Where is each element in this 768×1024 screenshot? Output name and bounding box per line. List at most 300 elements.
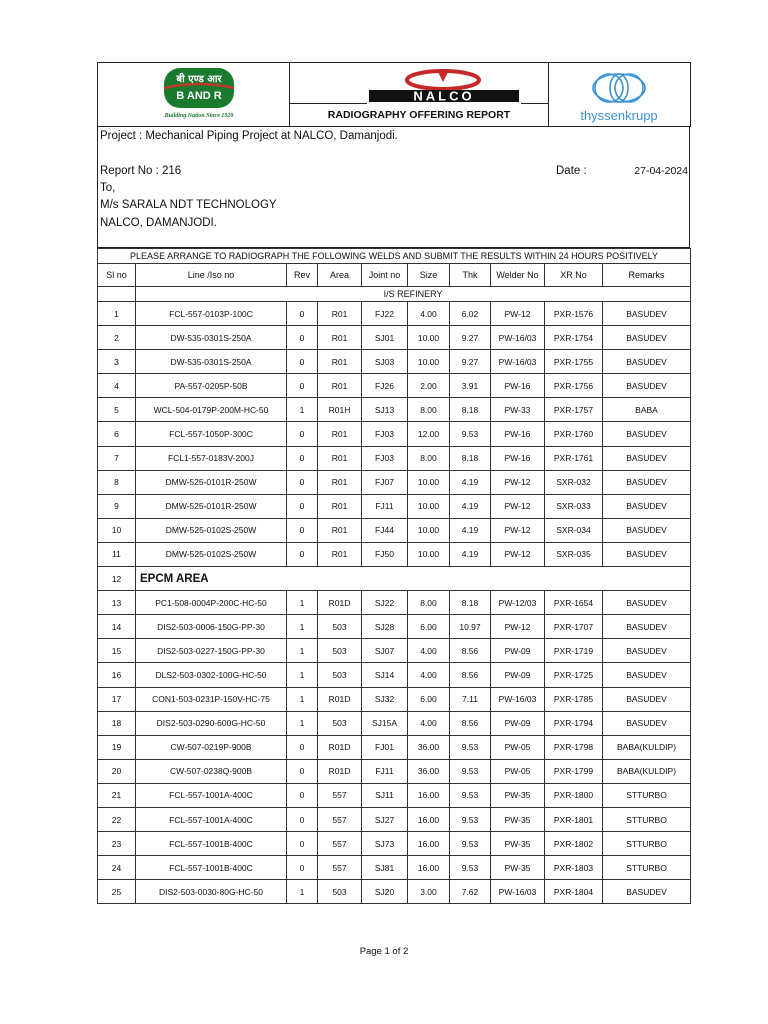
- cell-remarks: BABA(KULDIP): [603, 759, 691, 783]
- bandr-logo-text: B AND R: [176, 90, 222, 102]
- cell-area: R01: [318, 302, 362, 326]
- cell-area: R01D: [318, 687, 362, 711]
- cell-sl-no: 15: [98, 639, 136, 663]
- col-header-welder-no: Welder No: [491, 264, 545, 287]
- cell-line-iso-no: FCL-557-1001B-400C: [136, 832, 287, 856]
- cell-xr-no: PXR-1756: [545, 374, 603, 398]
- cell-rev: 1: [287, 615, 318, 639]
- cell-rev: 0: [287, 807, 318, 831]
- col-header-xr-no: XR No: [545, 264, 603, 287]
- cell-size: 16.00: [408, 832, 450, 856]
- info-block: [97, 127, 690, 248]
- cell-welder-no: PW-16/03: [491, 687, 545, 711]
- table-row: [98, 639, 691, 663]
- bandr-tagline: Building Nation Since 1920: [164, 113, 234, 119]
- cell-remarks: BASUDEV: [603, 302, 691, 326]
- cell-rev: 1: [287, 880, 318, 904]
- cell-size: 4.00: [408, 302, 450, 326]
- cell-size: 16.00: [408, 807, 450, 831]
- cell-remarks: BASUDEV: [603, 350, 691, 374]
- cell-joint-no: SJ32: [362, 687, 408, 711]
- cell-sl-no: 4: [98, 374, 136, 398]
- cell-xr-no: PXR-1757: [545, 398, 603, 422]
- table-row: [98, 735, 691, 759]
- cell-xr-no: PXR-1801: [545, 807, 603, 831]
- cell-welder-no: PW-35: [491, 783, 545, 807]
- cell-size: 6.00: [408, 615, 450, 639]
- cell-line-iso-no: FCL-557-1001B-400C: [136, 856, 287, 880]
- welds-table: [97, 248, 691, 904]
- cell-line-iso-no: FCL-557-1001A-400C: [136, 807, 287, 831]
- cell-thk: 9.53: [450, 807, 491, 831]
- bandr-logo: [160, 66, 238, 120]
- cell-line-iso-no: CON1-503-0231P-150V-HC-75: [136, 687, 287, 711]
- cell-rev: 0: [287, 302, 318, 326]
- cell-welder-no: PW-35: [491, 856, 545, 880]
- cell-sl-no: 5: [98, 398, 136, 422]
- cell-rev: 0: [287, 374, 318, 398]
- report-title: RADIOGRAPHY OFFERING REPORT: [290, 104, 549, 127]
- cell-thk: 9.27: [450, 326, 491, 350]
- table-row: [98, 880, 691, 904]
- cell-sl-no: 22: [98, 807, 136, 831]
- cell-rev: 1: [287, 711, 318, 735]
- cell-joint-no: FJ11: [362, 759, 408, 783]
- cell-xr-no: SXR-033: [545, 494, 603, 518]
- cell-rev: 0: [287, 326, 318, 350]
- cell-area: 503: [318, 615, 362, 639]
- cell-remarks: STTURBO: [603, 783, 691, 807]
- table-row: [98, 759, 691, 783]
- cell-rev: 0: [287, 518, 318, 542]
- cell-welder-no: PW-09: [491, 711, 545, 735]
- cell-thk: 3.91: [450, 374, 491, 398]
- cell-joint-no: FJ50: [362, 542, 408, 566]
- cell-rev: 0: [287, 470, 318, 494]
- cell-rev: 1: [287, 663, 318, 687]
- cell-welder-no: PW-12: [491, 494, 545, 518]
- cell-sl-no: 7: [98, 446, 136, 470]
- cell-size: 3.00: [408, 880, 450, 904]
- cell-area: R01D: [318, 735, 362, 759]
- cell-rev: 1: [287, 398, 318, 422]
- notice-text: PLEASE ARRANGE TO RADIOGRAPH THE FOLLOWING WELDS AND SUBMIT THE RESULTS WITHIN 24 HOURS POSITIVELY: [98, 249, 691, 264]
- cell-line-iso-no: DIS2-503-0290-600G-HC-50: [136, 711, 287, 735]
- cell-remarks: STTURBO: [603, 807, 691, 831]
- cell-sl-no: 11: [98, 542, 136, 566]
- cell-thk: 4.19: [450, 494, 491, 518]
- cell-joint-no: FJ03: [362, 422, 408, 446]
- col-header-thk: Thk: [450, 264, 491, 287]
- section-title-epcm: EPCM AREA: [136, 567, 691, 591]
- cell-sl-no: 17: [98, 687, 136, 711]
- cell-size: 10.00: [408, 350, 450, 374]
- cell-thk: 6.02: [450, 302, 491, 326]
- cell-remarks: BASUDEV: [603, 494, 691, 518]
- cell-area: R01H: [318, 398, 362, 422]
- cell-remarks: BASUDEV: [603, 711, 691, 735]
- cell-size: 10.00: [408, 542, 450, 566]
- cell-size: 10.00: [408, 326, 450, 350]
- cell-thk: 8.18: [450, 591, 491, 615]
- cell-remarks: STTURBO: [603, 856, 691, 880]
- cell-joint-no: FJ03: [362, 446, 408, 470]
- cell-joint-no: SJ13: [362, 398, 408, 422]
- cell-xr-no: PXR-1802: [545, 832, 603, 856]
- bandr-hindi-text: बी एण्ड आर: [176, 74, 222, 85]
- table-row: [98, 663, 691, 687]
- cell-size: 10.00: [408, 494, 450, 518]
- table-row: [98, 398, 691, 422]
- col-header-rev: Rev: [287, 264, 318, 287]
- thyssenkrupp-logo: [556, 68, 682, 124]
- col-header-remarks: Remarks: [603, 264, 691, 287]
- cell-remarks: BASUDEV: [603, 591, 691, 615]
- cell-xr-no: PXR-1754: [545, 326, 603, 350]
- cell-rev: 0: [287, 759, 318, 783]
- cell-thk: 9.27: [450, 350, 491, 374]
- cell-rev: 0: [287, 735, 318, 759]
- cell-thk: 9.53: [450, 783, 491, 807]
- cell-size: 8.00: [408, 446, 450, 470]
- cell-joint-no: SJ27: [362, 807, 408, 831]
- cell-xr-no: PXR-1804: [545, 880, 603, 904]
- cell-joint-no: SJ01: [362, 326, 408, 350]
- date-value: 27-04-2024: [634, 165, 688, 177]
- cell-joint-no: SJ14: [362, 663, 408, 687]
- cell-welder-no: PW-12: [491, 470, 545, 494]
- cell-remarks: BASUDEV: [603, 687, 691, 711]
- project-line: Project : Mechanical Piping Project at NALCO, Damanjodi.: [100, 130, 398, 142]
- cell-size: 16.00: [408, 783, 450, 807]
- cell-welder-no: PW-12: [491, 518, 545, 542]
- cell-welder-no: PW-05: [491, 735, 545, 759]
- cell-joint-no: FJ01: [362, 735, 408, 759]
- table-row: [98, 856, 691, 880]
- cell-remarks: BASUDEV: [603, 663, 691, 687]
- cell-thk: 9.53: [450, 735, 491, 759]
- cell-size: 10.00: [408, 470, 450, 494]
- cell-xr-no: PXR-1800: [545, 783, 603, 807]
- cell-xr-no: PXR-1799: [545, 759, 603, 783]
- cell-sl-no: 14: [98, 615, 136, 639]
- cell-line-iso-no: CW-507-0238Q-900B: [136, 759, 287, 783]
- address: NALCO, DAMANJODI.: [100, 217, 217, 229]
- cell-remarks: BASUDEV: [603, 880, 691, 904]
- cell-joint-no: SJ07: [362, 639, 408, 663]
- cell-remarks: BASUDEV: [603, 470, 691, 494]
- thyssenkrupp-text: thyssenkrupp: [580, 108, 658, 123]
- cell-sl-no: 9: [98, 494, 136, 518]
- cell-area: 503: [318, 663, 362, 687]
- cell-line-iso-no: CW-507-0219P-900B: [136, 735, 287, 759]
- cell-thk: 8.56: [450, 663, 491, 687]
- cell-line-iso-no: DW-535-0301S-250A: [136, 350, 287, 374]
- cell-thk: 8.56: [450, 639, 491, 663]
- cell-area: 557: [318, 783, 362, 807]
- cell-welder-no: PW-12: [491, 302, 545, 326]
- cell-area: R01: [318, 518, 362, 542]
- table-row: [98, 374, 691, 398]
- cell-area: R01: [318, 326, 362, 350]
- cell-sl-no: 6: [98, 422, 136, 446]
- cell-thk: 4.19: [450, 470, 491, 494]
- cell-size: 8.00: [408, 398, 450, 422]
- cell-remarks: BASUDEV: [603, 518, 691, 542]
- cell-area: R01: [318, 470, 362, 494]
- cell-xr-no: PXR-1707: [545, 615, 603, 639]
- section-number: 12: [98, 567, 136, 591]
- cell-area: R01: [318, 422, 362, 446]
- cell-line-iso-no: DIS2-503-0030-80G-HC-50: [136, 880, 287, 904]
- cell-thk: 7.11: [450, 687, 491, 711]
- cell-area: 557: [318, 832, 362, 856]
- cell-line-iso-no: FCL-557-1050P-300C: [136, 422, 287, 446]
- cell-sl-no: 18: [98, 711, 136, 735]
- cell-line-iso-no: PC1-508-0004P-200C-HC-50: [136, 591, 287, 615]
- cell-thk: 8.18: [450, 446, 491, 470]
- cell-area: R01: [318, 446, 362, 470]
- cell-sl-no: 24: [98, 856, 136, 880]
- cell-joint-no: FJ07: [362, 470, 408, 494]
- table-row: [98, 615, 691, 639]
- table-row: [98, 494, 691, 518]
- cell-remarks: BASUDEV: [603, 639, 691, 663]
- cell-remarks: BABA: [603, 398, 691, 422]
- cell-rev: 1: [287, 639, 318, 663]
- cell-sl-no: 13: [98, 591, 136, 615]
- cell-line-iso-no: DMW-525-0101R-250W: [136, 470, 287, 494]
- cell-size: 10.00: [408, 518, 450, 542]
- page-footer: Page 1 of 2: [359, 946, 409, 957]
- nalco-logo-text: NALCO: [413, 88, 475, 104]
- cell-thk: 9.53: [450, 832, 491, 856]
- cell-welder-no: PW-16: [491, 374, 545, 398]
- cell-area: R01: [318, 350, 362, 374]
- cell-size: 6.00: [408, 687, 450, 711]
- addressee: M/s SARALA NDT TECHNOLOGY: [100, 199, 277, 211]
- cell-joint-no: SJ73: [362, 832, 408, 856]
- cell-area: R01: [318, 542, 362, 566]
- cell-size: 4.00: [408, 639, 450, 663]
- cell-xr-no: PXR-1725: [545, 663, 603, 687]
- cell-area: 503: [318, 711, 362, 735]
- cell-thk: 9.53: [450, 759, 491, 783]
- cell-sl-no: 3: [98, 350, 136, 374]
- cell-area: 557: [318, 856, 362, 880]
- cell-joint-no: FJ11: [362, 494, 408, 518]
- cell-welder-no: PW-16/03: [491, 880, 545, 904]
- cell-area: 557: [318, 807, 362, 831]
- table-row: [98, 470, 691, 494]
- section-title-refinery: I/S REFINERY: [136, 287, 691, 302]
- cell-sl-no: 25: [98, 880, 136, 904]
- cell-welder-no: PW-35: [491, 832, 545, 856]
- cell-welder-no: PW-16/03: [491, 350, 545, 374]
- col-header-joint-no: Joint no: [362, 264, 408, 287]
- cell-rev: 0: [287, 422, 318, 446]
- cell-joint-no: SJ81: [362, 856, 408, 880]
- cell-area: R01: [318, 374, 362, 398]
- date-label: Date :: [556, 165, 587, 177]
- cell-line-iso-no: DMW-525-0101R-250W: [136, 494, 287, 518]
- cell-remarks: STTURBO: [603, 832, 691, 856]
- cell-joint-no: SJ03: [362, 350, 408, 374]
- cell-rev: 0: [287, 783, 318, 807]
- report-sheet: [97, 62, 690, 904]
- cell-rev: 1: [287, 687, 318, 711]
- cell-thk: 7.62: [450, 880, 491, 904]
- cell-rev: 0: [287, 542, 318, 566]
- cell-joint-no: SJ11: [362, 783, 408, 807]
- cell-welder-no: PW-35: [491, 807, 545, 831]
- table-row: [98, 422, 691, 446]
- cell-size: 4.00: [408, 711, 450, 735]
- cell-rev: 0: [287, 350, 318, 374]
- cell-welder-no: PW-05: [491, 759, 545, 783]
- cell-remarks: BASUDEV: [603, 326, 691, 350]
- cell-sl-no: 10: [98, 518, 136, 542]
- table-row: [98, 518, 691, 542]
- cell-sl-no: 19: [98, 735, 136, 759]
- cell-welder-no: PW-09: [491, 639, 545, 663]
- col-header-size: Size: [408, 264, 450, 287]
- cell-size: 36.00: [408, 759, 450, 783]
- cell-line-iso-no: FCL-557-1001A-400C: [136, 783, 287, 807]
- cell-size: 4.00: [408, 663, 450, 687]
- cell-welder-no: PW-09: [491, 663, 545, 687]
- cell-welder-no: PW-16: [491, 446, 545, 470]
- cell-welder-no: PW-16/03: [491, 326, 545, 350]
- cell-size: 12.00: [408, 422, 450, 446]
- cell-thk: 9.53: [450, 422, 491, 446]
- table-row: [98, 326, 691, 350]
- cell-rev: 0: [287, 832, 318, 856]
- table-row: [98, 350, 691, 374]
- cell-joint-no: FJ44: [362, 518, 408, 542]
- table-row: [98, 446, 691, 470]
- cell-welder-no: PW-12: [491, 615, 545, 639]
- cell-size: 36.00: [408, 735, 450, 759]
- cell-area: R01: [318, 494, 362, 518]
- col-header-line-iso-no: Line /Iso no: [136, 264, 287, 287]
- table-row: [98, 687, 691, 711]
- cell-thk: 10.97: [450, 615, 491, 639]
- cell-joint-no: SJ20: [362, 880, 408, 904]
- table-row: [98, 783, 691, 807]
- cell-joint-no: SJ15A: [362, 711, 408, 735]
- cell-welder-no: PW-12/03: [491, 591, 545, 615]
- cell-line-iso-no: FCL-557-0103P-100C: [136, 302, 287, 326]
- table-row: [98, 807, 691, 831]
- cell-area: R01D: [318, 759, 362, 783]
- cell-xr-no: PXR-1654: [545, 591, 603, 615]
- cell-sl-no: 23: [98, 832, 136, 856]
- cell-remarks: BASUDEV: [603, 542, 691, 566]
- section-blank: [98, 287, 136, 302]
- nalco-logo: [367, 66, 521, 104]
- report-number: Report No : 216: [100, 165, 182, 177]
- cell-size: 16.00: [408, 856, 450, 880]
- table-row: [98, 591, 691, 615]
- cell-welder-no: PW-16: [491, 422, 545, 446]
- cell-line-iso-no: FCL1-557-0183V-200J: [136, 446, 287, 470]
- cell-joint-no: FJ26: [362, 374, 408, 398]
- col-header-sl-no: Sl no: [98, 264, 136, 287]
- cell-sl-no: 8: [98, 470, 136, 494]
- cell-joint-no: SJ22: [362, 591, 408, 615]
- cell-welder-no: PW-33: [491, 398, 545, 422]
- cell-size: 8.00: [408, 591, 450, 615]
- table-row: [98, 302, 691, 326]
- cell-xr-no: SXR-032: [545, 470, 603, 494]
- cell-xr-no: PXR-1755: [545, 350, 603, 374]
- cell-remarks: BASUDEV: [603, 374, 691, 398]
- cell-thk: 4.19: [450, 518, 491, 542]
- cell-line-iso-no: DIS2-503-0227-150G-PP-30: [136, 639, 287, 663]
- table-row: [98, 711, 691, 735]
- cell-sl-no: 16: [98, 663, 136, 687]
- cell-area: R01D: [318, 591, 362, 615]
- cell-xr-no: PXR-1785: [545, 687, 603, 711]
- cell-rev: 0: [287, 856, 318, 880]
- cell-xr-no: SXR-034: [545, 518, 603, 542]
- cell-thk: 9.53: [450, 856, 491, 880]
- cell-xr-no: PXR-1761: [545, 446, 603, 470]
- cell-xr-no: PXR-1760: [545, 422, 603, 446]
- cell-remarks: BABA(KULDIP): [603, 735, 691, 759]
- cell-line-iso-no: DMW-525-0102S-250W: [136, 518, 287, 542]
- section-row-epcm: [98, 567, 691, 591]
- cell-xr-no: PXR-1803: [545, 856, 603, 880]
- cell-joint-no: SJ28: [362, 615, 408, 639]
- cell-remarks: BASUDEV: [603, 615, 691, 639]
- cell-xr-no: PXR-1719: [545, 639, 603, 663]
- cell-area: 503: [318, 880, 362, 904]
- cell-rev: 0: [287, 494, 318, 518]
- to-line: To,: [100, 182, 116, 194]
- cell-thk: 8.18: [450, 398, 491, 422]
- cell-xr-no: PXR-1798: [545, 735, 603, 759]
- cell-line-iso-no: DMW-525-0102S-250W: [136, 542, 287, 566]
- cell-welder-no: PW-12: [491, 542, 545, 566]
- cell-xr-no: PXR-1576: [545, 302, 603, 326]
- cell-sl-no: 1: [98, 302, 136, 326]
- cell-sl-no: 2: [98, 326, 136, 350]
- cell-thk: 8.56: [450, 711, 491, 735]
- cell-sl-no: 20: [98, 759, 136, 783]
- cell-xr-no: SXR-035: [545, 542, 603, 566]
- table-row: [98, 832, 691, 856]
- cell-size: 2.00: [408, 374, 450, 398]
- cell-remarks: BASUDEV: [603, 446, 691, 470]
- col-header-area: Area: [318, 264, 362, 287]
- thyssenkrupp-rings-icon: [593, 74, 645, 102]
- cell-line-iso-no: WCL-504-0179P-200M-HC-50: [136, 398, 287, 422]
- cell-line-iso-no: PA-557-0205P-50B: [136, 374, 287, 398]
- table-row: [98, 542, 691, 566]
- cell-remarks: BASUDEV: [603, 422, 691, 446]
- cell-sl-no: 21: [98, 783, 136, 807]
- cell-area: 503: [318, 639, 362, 663]
- cell-thk: 4.19: [450, 542, 491, 566]
- cell-rev: 0: [287, 446, 318, 470]
- cell-line-iso-no: DLS2-503-0302-100G-HC-50: [136, 663, 287, 687]
- cell-rev: 1: [287, 591, 318, 615]
- cell-xr-no: PXR-1794: [545, 711, 603, 735]
- cell-joint-no: FJ22: [362, 302, 408, 326]
- cell-line-iso-no: DW-535-0301S-250A: [136, 326, 287, 350]
